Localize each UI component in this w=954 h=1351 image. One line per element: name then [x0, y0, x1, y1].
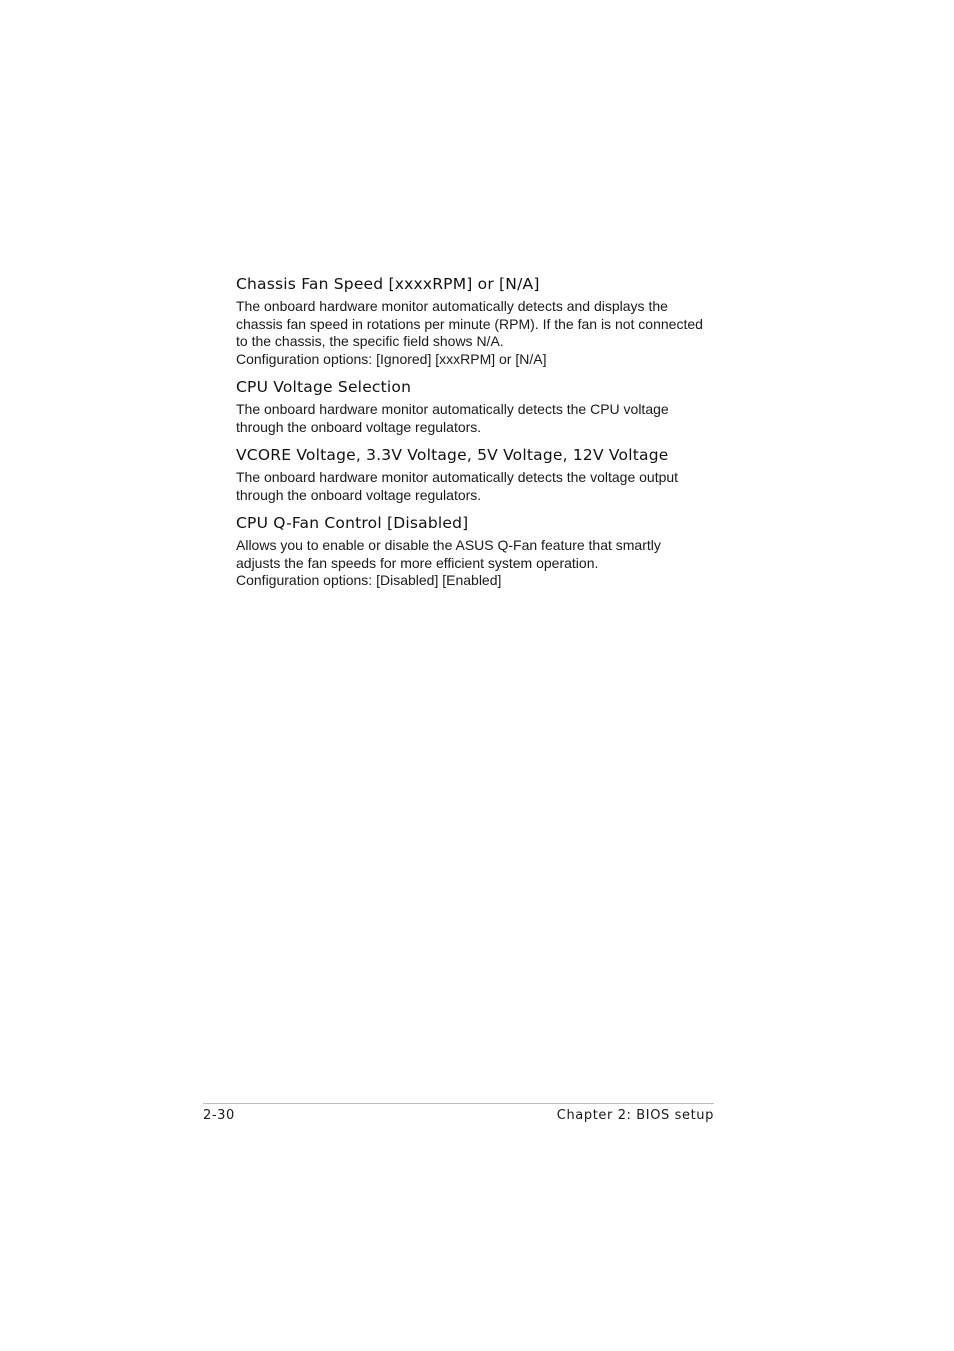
section-cpu-q-fan-control: [236, 513, 718, 590]
section-heading: Chassis Fan Speed [xxxxRPM] or [N/A]: [236, 275, 540, 293]
body-line: Configuration options: [Ignored] [xxxRPM] or [N/A]: [236, 350, 547, 367]
body-line: to the chassis, the specific field shows N/A.: [236, 333, 504, 349]
body-line: adjusts the fan speeds for more efficient system operation.: [236, 554, 599, 571]
section-vcore-voltage: [236, 445, 718, 504]
chapter-title: Chapter 2: BIOS setup: [556, 1108, 714, 1123]
section-cpu-voltage-selection: [236, 377, 718, 436]
body-line: through the onboard voltage regulators.: [236, 486, 482, 503]
section-body: [236, 537, 718, 590]
section-chassis-fan-speed: [236, 274, 718, 368]
body-line: Allows you to enable or disable the ASUS Q-Fan feature that smartly: [236, 537, 661, 553]
body-line: The onboard hardware monitor automatically detects the voltage output: [236, 469, 679, 485]
section-heading: CPU Q-Fan Control [Disabled]: [236, 514, 469, 532]
footer-row: [203, 1104, 714, 1123]
section-body: [236, 469, 718, 504]
page-number: 2-30: [203, 1108, 235, 1123]
body-line: The onboard hardware monitor automatically detects the CPU voltage: [236, 401, 669, 417]
body-line: The onboard hardware monitor automatically detects and displays the: [236, 298, 668, 314]
body-line: Configuration options: [Disabled] [Enabled]: [236, 572, 502, 588]
page-footer: [203, 1103, 714, 1123]
section-body: [236, 401, 718, 436]
page-content: [236, 274, 718, 599]
section-heading: VCORE Voltage, 3.3V Voltage, 5V Voltage, 12V Voltage: [236, 446, 669, 464]
section-body: [236, 298, 718, 368]
body-line: through the onboard voltage regulators.: [236, 418, 482, 435]
body-line: chassis fan speed in rotations per minute (RPM). If the fan is not connected: [236, 315, 703, 332]
section-heading: CPU Voltage Selection: [236, 378, 412, 396]
